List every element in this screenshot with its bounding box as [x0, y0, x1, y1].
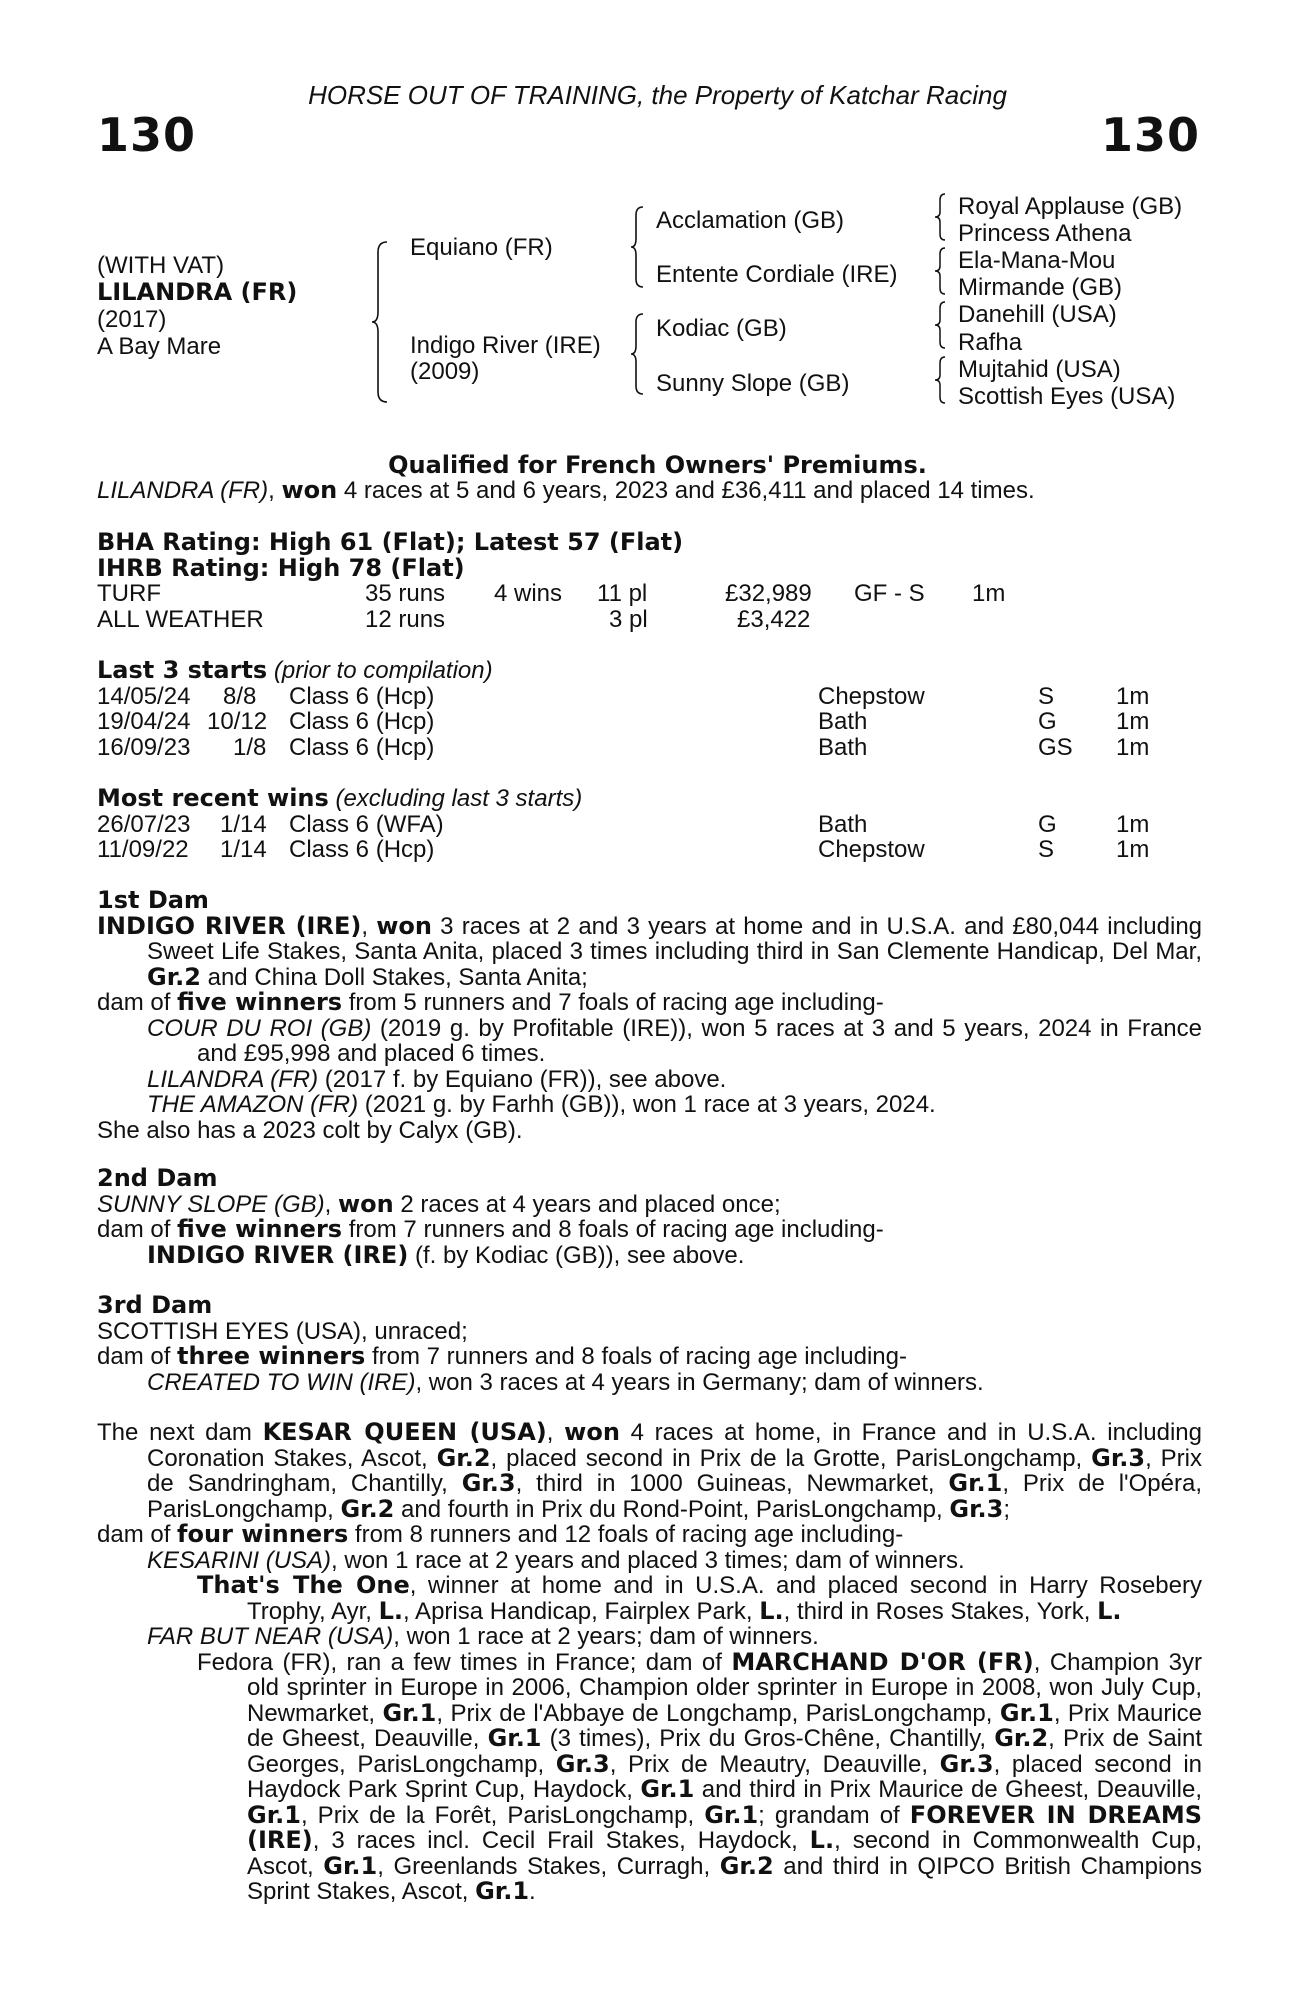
won-label: won [376, 911, 432, 940]
record-text: and fourth in Prix du Rond-Point, ParisLongchamp, [394, 1495, 950, 1523]
race-date: 14/05/24 [97, 682, 191, 710]
progeny-name: LILANDRA (FR) [147, 1065, 319, 1093]
record-text: 3 races at 2 and 3 years at home and in U.S.A. and £80,044 including Sweet Life Stakes, Santa Anita, placed 3 times including third in San Clemente Handicap, Del Mar, [147, 912, 1203, 965]
table-row [97, 812, 1202, 838]
race-course: Chepstow [818, 836, 925, 863]
grade-label: Gr.2 [340, 1494, 395, 1523]
prize-money: £32,989 [725, 580, 812, 607]
distance: 1m [972, 580, 1006, 607]
grade-label: L. [759, 1596, 784, 1625]
pedigree-g4: Mirmande (GB) [958, 274, 1123, 301]
race-date: 26/07/23 [97, 810, 191, 838]
pedigree-g6: Rafha [958, 329, 1023, 356]
race-class: Class 6 (Hcp) [289, 733, 435, 761]
premiums-note: Qualified for French Owners' Premiums. [388, 451, 927, 479]
progeny-text: , Greenlands Stakes, Curragh, [377, 1852, 720, 1880]
grade-label: Gr.1 [247, 1800, 301, 1829]
produce-text: from 8 runners and 12 foals of racing age including- [348, 1521, 904, 1548]
race-class: Class 6 (Hcp) [289, 836, 435, 863]
list-item [97, 1240, 1202, 1269]
table-row [97, 684, 1202, 710]
progeny-name: CREATED TO WIN (IRE) [147, 1368, 416, 1396]
race-course: Chepstow [818, 682, 925, 710]
progeny-name: FOREVER IN DREAMS (IRE) [247, 1800, 1202, 1854]
first-dam-produce [97, 990, 1202, 1016]
next-dam-name: KESAR QUEEN (USA) [262, 1418, 547, 1446]
progeny-text: , winner at home and in U.S.A. and placed second in Harry Rosebery Trophy, Ayr, [247, 1572, 1202, 1625]
race-position: 10/12 [207, 708, 268, 735]
winners-count: four winners [177, 1520, 349, 1548]
progeny-text: and third in QIPCO British Champions Sprint Stakes, Ascot, [247, 1852, 1202, 1905]
race-course: Bath [818, 733, 868, 761]
race-class: Class 6 (Hcp) [289, 708, 435, 735]
list-item [97, 1016, 1202, 1067]
last-3-heading-line [97, 658, 1202, 684]
grade-label: Gr.2 [719, 1851, 774, 1880]
ratings-row-turf [97, 581, 1202, 607]
third-dam-name: SCOTTISH EYES (USA), unraced; [97, 1317, 468, 1345]
race-distance: 1m [1116, 682, 1150, 710]
race-class: Class 6 (Hcp) [289, 682, 435, 710]
second-dam-name: SUNNY SLOPE (GB) [97, 1190, 325, 1218]
summary-line: LILANDRA (FR), won 4 races at 5 and 6 years, 2023 and £36,411 and placed 14 times. [97, 476, 1035, 504]
record-text: 4 races at home, in France and in U.S.A. including Coronation Stakes, Ascot, [147, 1419, 1203, 1472]
pedigree-g3: Ela-Mana-Mou [958, 247, 1116, 274]
grade-label: Gr.1 [999, 1698, 1054, 1727]
progeny-text: (3 times), Prix du Gros-Chêne, Chantilly, [541, 1725, 995, 1752]
summary-text: 4 races at 5 and 6 years, 2023 and £36,411 and placed 14 times. [337, 477, 1035, 504]
progeny-text: , 3 races incl. Cecil Frail Stakes, Haydock, [312, 1827, 810, 1854]
grade-label: Gr.3 [939, 1749, 994, 1778]
dam-of-label: dam of [97, 1216, 178, 1243]
race-position: 1/14 [220, 836, 267, 863]
first-dam-name: INDIGO RIVER (IRE) [97, 911, 362, 940]
progeny-text: , Prix Maurice de Gheest, Deauville, [247, 1699, 1203, 1752]
second-dam-record: SUNNY SLOPE (GB), won 2 races at 4 years and placed once; [97, 1189, 781, 1218]
race-class: Class 6 (WFA) [289, 810, 444, 838]
vat-label: (WITH VAT) [97, 252, 225, 279]
recent-wins-note: (excluding last 3 starts) [328, 785, 583, 812]
dam-of-label: dam of [97, 989, 178, 1016]
record-text: The next dam [97, 1419, 263, 1446]
ratings-row-aw [97, 607, 1202, 633]
last-3-note: (prior to compilation) [267, 657, 493, 684]
pedigree-brace-main [372, 240, 392, 405]
progeny-text: , placed second in Haydock Park Sprint Cup, Haydock, [247, 1750, 1203, 1803]
recent-wins-heading-line [97, 786, 1202, 812]
progeny-name: KESARINI (USA) [147, 1546, 332, 1574]
race-position: 1/14 [220, 810, 267, 838]
summary-won: won [281, 476, 338, 504]
grade-label: Gr.3 [461, 1469, 516, 1497]
pedigree-g5: Danehill (USA) [958, 301, 1117, 328]
second-dam-heading: 2nd Dam [97, 1164, 218, 1192]
next-dam-produce [97, 1522, 1202, 1548]
pedigree-brace-g1 [934, 193, 950, 243]
progeny-text: , second in Commonwealth Cup, Ascot, [247, 1827, 1202, 1880]
list-item [97, 1067, 1202, 1093]
produce-text: from 5 runners and 7 foals of racing age including- [342, 989, 884, 1016]
surface: ALL WEATHER [97, 605, 264, 633]
last-3-starts-section [97, 658, 1202, 760]
progeny-name: INDIGO RIVER (IRE) [147, 1240, 409, 1269]
second-dam-section [97, 1166, 1202, 1268]
third-dam-heading: 3rd Dam [97, 1291, 213, 1319]
grade-label: L. [809, 1826, 835, 1854]
progeny-text: , Aprisa Handicap, Fairplex Park, [403, 1597, 760, 1625]
dam-of-label: dam of [97, 1521, 178, 1548]
race-going: S [1038, 682, 1055, 710]
horse-description: A Bay Mare [97, 333, 222, 360]
next-dam-record [97, 1420, 1202, 1522]
first-dam-heading: 1st Dam [97, 886, 209, 914]
grade-label: Gr.2 [436, 1443, 491, 1472]
won-label: won [564, 1418, 620, 1446]
surface: TURF [97, 580, 161, 607]
pedigree-g8: Scottish Eyes (USA) [958, 383, 1176, 410]
ihrb-rating: IHRB Rating: High 78 (Flat) [97, 553, 465, 582]
grade-label: Gr.2 [994, 1724, 1049, 1752]
record-text: , Prix de l'Opéra, ParisLongchamp, [147, 1470, 1202, 1523]
race-date: 16/09/23 [97, 733, 191, 761]
progeny-name: That's The One [197, 1571, 410, 1599]
progeny-text: Fedora (FR), ran a few times in France; dam of [197, 1648, 732, 1676]
pedigree-sire: Equiano (FR) [410, 234, 553, 261]
pedigree-brace-dam [630, 312, 648, 397]
progeny-text: , won 1 race at 2 years; dam of winners. [393, 1623, 819, 1650]
progeny-text: ; grandam of [758, 1801, 910, 1829]
race-going: GS [1038, 733, 1073, 761]
horse-year: (2017) [97, 306, 167, 333]
progeny-text: , third in Roses Stakes, York, [783, 1597, 1098, 1625]
race-distance: 1m [1116, 708, 1150, 735]
progeny-text: (2019 g. by Profitable (IRE)), won 5 races at 3 and 5 years, 2024 in France and £95,998 and placed 6 times. [197, 1014, 1202, 1067]
record-text: , [546, 1419, 565, 1446]
table-row [97, 837, 1202, 863]
list-item [97, 1573, 1202, 1624]
race-distance: 1m [1116, 836, 1150, 863]
grade-label: Gr.1 [323, 1851, 378, 1880]
pedigree-dam: Indigo River (IRE) [410, 332, 601, 359]
pedigree-brace-g2 [934, 247, 950, 297]
table-row [97, 735, 1202, 761]
third-dam-section [97, 1293, 1202, 1395]
progeny-name: THE AMAZON (FR) [147, 1091, 359, 1118]
progeny-name: COUR DU ROI (GB) [147, 1014, 372, 1042]
pedigree-sire-dam: Entente Cordiale (IRE) [656, 261, 898, 288]
bha-rating: BHA Rating: High 61 (Flat); Latest 57 (Flat) [97, 528, 684, 556]
race-course: Bath [818, 708, 868, 735]
progeny-text: , Prix de Meautry, Deauville, [609, 1750, 940, 1778]
recent-wins-heading: Most recent wins [97, 784, 329, 812]
wins: 4 wins [494, 580, 563, 607]
race-going: S [1038, 836, 1055, 863]
pedigree-dam-dam: Sunny Slope (GB) [656, 370, 850, 397]
progeny-text: , Prix de l'Abbaye de Longchamp, ParisLongchamp, [436, 1699, 1000, 1727]
grade-label: Gr.3 [555, 1749, 610, 1778]
grade-label: Gr.3 [949, 1494, 1004, 1523]
produce-text: from 7 runners and 8 foals of racing age including- [365, 1343, 907, 1370]
progeny-text: , Champion 3yr old sprinter in Europe in 2006, Champion older sprinter in Europe in 2008, won July Cup, Newmarket, [247, 1648, 1202, 1727]
progeny-text: . [529, 1878, 536, 1905]
going: GF - S [854, 580, 925, 607]
race-position: 1/8 [233, 733, 267, 761]
grade-label: Gr.1 [475, 1877, 530, 1905]
placings: 11 pl [597, 580, 648, 607]
winners-count: five winners [177, 988, 343, 1016]
winners-count: five winners [177, 1215, 343, 1243]
pedigree-brace-sire [630, 205, 648, 290]
record-text: 2 races at 4 years and placed once; [393, 1190, 781, 1218]
page-header-title: HORSE OUT OF TRAINING, the Property of Katchar Racing [308, 80, 1007, 110]
first-dam-also: She also has a 2023 colt by Calyx (GB). [97, 1116, 523, 1144]
pedigree-brace-g3 [934, 301, 950, 351]
record-text: ; [1003, 1495, 1010, 1523]
horse-name: LILANDRA (FR) [97, 278, 298, 306]
runs: 12 runs [365, 605, 446, 633]
won-label: won [337, 1189, 394, 1218]
progeny-name: FAR BUT NEAR (USA) [147, 1623, 394, 1650]
race-distance: 1m [1116, 810, 1150, 838]
produce-text: from 7 runners and 8 foals of racing age including- [342, 1216, 884, 1243]
first-dam-record: INDIGO RIVER (IRE), won 3 races at 2 and 3 years at home and in U.S.A. and £80,044 including Sweet Life Stakes, Santa Anita, placed 3 times including third in San Clemente Handicap, Del Mar, Gr.2 and China Doll Stakes, Santa Anita; [97, 911, 1203, 991]
progeny-text: (2021 g. by Farhh (GB)), won 1 race at 3 years, 2024. [358, 1091, 936, 1118]
runs: 35 runs [365, 580, 446, 607]
pedigree-g2: Princess Athena [958, 220, 1132, 247]
list-item [97, 1092, 1202, 1118]
lot-number-left: 130 [97, 108, 197, 162]
record-text: , third in 1000 Guineas, Newmarket, [515, 1470, 949, 1497]
record-text: and China Doll Stakes, Santa Anita; [200, 963, 588, 991]
list-item [97, 1647, 1203, 1905]
summary-horse-name: LILANDRA (FR) [97, 477, 269, 504]
grade-label: Gr.1 [704, 1800, 759, 1829]
progeny-text: (f. by Kodiac (GB)), see above. [408, 1241, 745, 1269]
list-item [97, 1370, 1202, 1396]
pedigree-g7: Mujtahid (USA) [958, 356, 1121, 383]
race-going: G [1038, 810, 1057, 838]
table-row [97, 709, 1202, 735]
list-item [97, 1548, 1202, 1574]
prize-money: £3,422 [737, 605, 811, 633]
list-item [97, 1624, 1202, 1650]
progeny-text: , won 1 race at 2 years and placed 3 times; dam of winners. [331, 1546, 965, 1574]
pedigree-dam-year: (2009) [410, 358, 480, 385]
recent-wins-section [97, 786, 1202, 863]
race-going: G [1038, 708, 1057, 735]
next-dam-section [97, 1420, 1202, 1905]
placings: 3 pl [609, 605, 648, 633]
record-text: , placed second in Prix de la Grotte, ParisLongchamp, [490, 1444, 1092, 1472]
grade-label: Gr.1 [948, 1469, 1003, 1497]
grade-label: Gr.3 [1091, 1443, 1146, 1472]
winners-count: three winners [177, 1342, 366, 1370]
race-date: 19/04/24 [97, 708, 191, 735]
record-text: , Prix de Sandringham, Chantilly, [147, 1444, 1203, 1497]
grade-label: L. [378, 1596, 404, 1625]
second-dam-produce [97, 1217, 1202, 1243]
grade-label: L. [1097, 1596, 1122, 1625]
third-dam-produce [97, 1344, 1202, 1370]
grade-label: Gr.1 [382, 1698, 437, 1727]
pedigree-sire-sire: Acclamation (GB) [656, 207, 845, 234]
ratings-section [97, 530, 1202, 632]
grade-label: Gr.1 [640, 1775, 695, 1803]
first-dam-section [97, 888, 1202, 1143]
pedigree-dam-sire: Kodiac (GB) [656, 315, 787, 342]
pedigree-brace-g4 [934, 356, 950, 406]
pedigree-g1: Royal Applause (GB) [958, 193, 1183, 220]
grade-label: Gr.2 [147, 962, 201, 991]
progeny-text: , Prix de la Forêt, ParisLongchamp, [300, 1801, 705, 1829]
last-3-heading: Last 3 starts [97, 656, 268, 684]
race-distance: 1m [1116, 733, 1150, 761]
race-course: Bath [818, 810, 868, 838]
grade-label: Gr.1 [487, 1724, 542, 1752]
race-position: 8/8 [223, 682, 257, 710]
progeny-text: (2017 f. by Equiano (FR)), see above. [318, 1065, 727, 1093]
progeny-text: and third in Prix Maurice de Gheest, Deauville, [694, 1776, 1202, 1803]
progeny-text: , won 3 races at 4 years in Germany; dam of winners. [415, 1368, 984, 1396]
race-date: 11/09/22 [97, 836, 189, 863]
progeny-text: , Prix de Saint Georges, ParisLongchamp, [247, 1725, 1203, 1778]
progeny-name: MARCHAND D'OR (FR) [731, 1647, 1034, 1676]
lot-number-right: 130 [1100, 108, 1200, 162]
dam-of-label: dam of [97, 1343, 178, 1370]
